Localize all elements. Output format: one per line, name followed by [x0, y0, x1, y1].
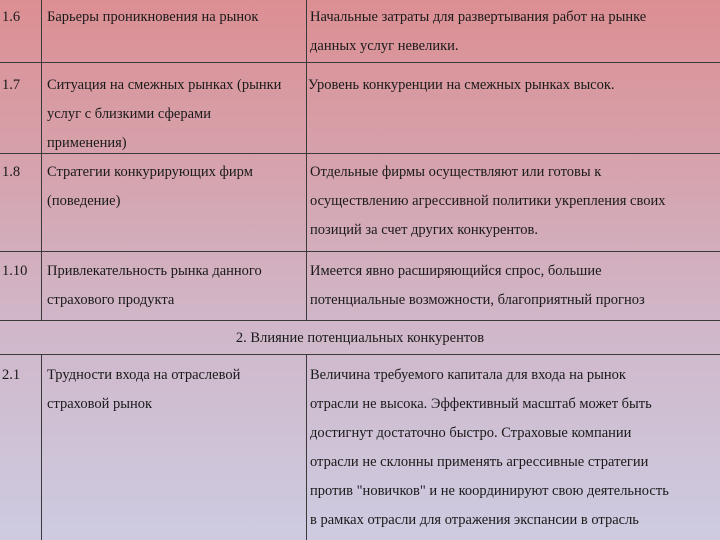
- table-row: [0, 154, 720, 252]
- factor-line: услуг с близкими сферами: [47, 106, 211, 122]
- assessment-line: осуществлению агрессивной политики укрепления своих: [310, 193, 666, 209]
- table-row: [0, 355, 720, 540]
- assessment-line: Уровень конкуренции на смежных рынках высок.: [308, 77, 615, 93]
- assessment-cell: [307, 154, 720, 251]
- row-number: 2.1: [0, 355, 42, 540]
- assessment-line: потенциальные возможности, благоприятный прогноз: [310, 292, 645, 308]
- assessment-line: отрасли не склонны применять агрессивные стратегии: [310, 454, 649, 470]
- section-header-row: [0, 321, 720, 355]
- factor-line: страховой рынок: [47, 396, 153, 412]
- section-header: 2. Влияние потенциальных конкурентов: [235, 330, 485, 346]
- table-row: [0, 252, 720, 321]
- row-number: 1.6: [0, 0, 42, 62]
- row-number: 1.8: [0, 154, 42, 251]
- row-number: 1.10: [0, 252, 42, 320]
- assessment-cell: [305, 63, 718, 153]
- assessment-cell: [307, 355, 720, 540]
- assessment-line: Отдельные фирмы осуществляют или готовы к: [310, 164, 602, 180]
- table-row: [0, 0, 720, 63]
- assessment-line: против "новичков" и не координируют свою деятельность: [310, 483, 669, 499]
- factor-cell: [42, 0, 307, 62]
- factor-cell: [42, 252, 307, 320]
- assessment-cell: [307, 252, 720, 320]
- row-number: 1.7: [0, 63, 42, 153]
- factor-cell: [42, 63, 307, 153]
- factor-line: Барьеры проникновения на рынок: [47, 9, 259, 25]
- assessment-line: отрасли не высока. Эффективный масштаб может быть: [310, 396, 652, 412]
- assessment-line: достигнут достаточно быстро. Страховые компании: [310, 425, 632, 441]
- table-row: [0, 63, 720, 154]
- assessment-line: позиций за счет других конкурентов.: [310, 222, 539, 238]
- factor-line: Ситуация на смежных рынках (рынки: [47, 77, 282, 93]
- assessment-line: данных услуг невелики.: [310, 38, 459, 54]
- factor-cell: [42, 154, 307, 251]
- factor-line: (поведение): [47, 193, 121, 209]
- factor-line: применения): [47, 135, 127, 151]
- factor-line: Стратегии конкурирующих фирм: [47, 164, 253, 180]
- assessment-line: Величина требуемого капитала для входа на рынок: [310, 367, 626, 383]
- assessment-line: в рамках отрасли для отражения экспансии в отрасль: [310, 512, 639, 528]
- factor-line: страхового продукта: [47, 292, 175, 308]
- factor-cell: [42, 355, 307, 540]
- assessment-line: Начальные затраты для развертывания работ на рынке: [310, 9, 647, 25]
- assessment-cell: [307, 0, 720, 62]
- assessment-line: Имеется явно расширяющийся спрос, большие: [310, 263, 602, 279]
- factor-line: Трудности входа на отраслевой: [47, 367, 241, 383]
- factor-line: Привлекательность рынка данного: [47, 263, 262, 279]
